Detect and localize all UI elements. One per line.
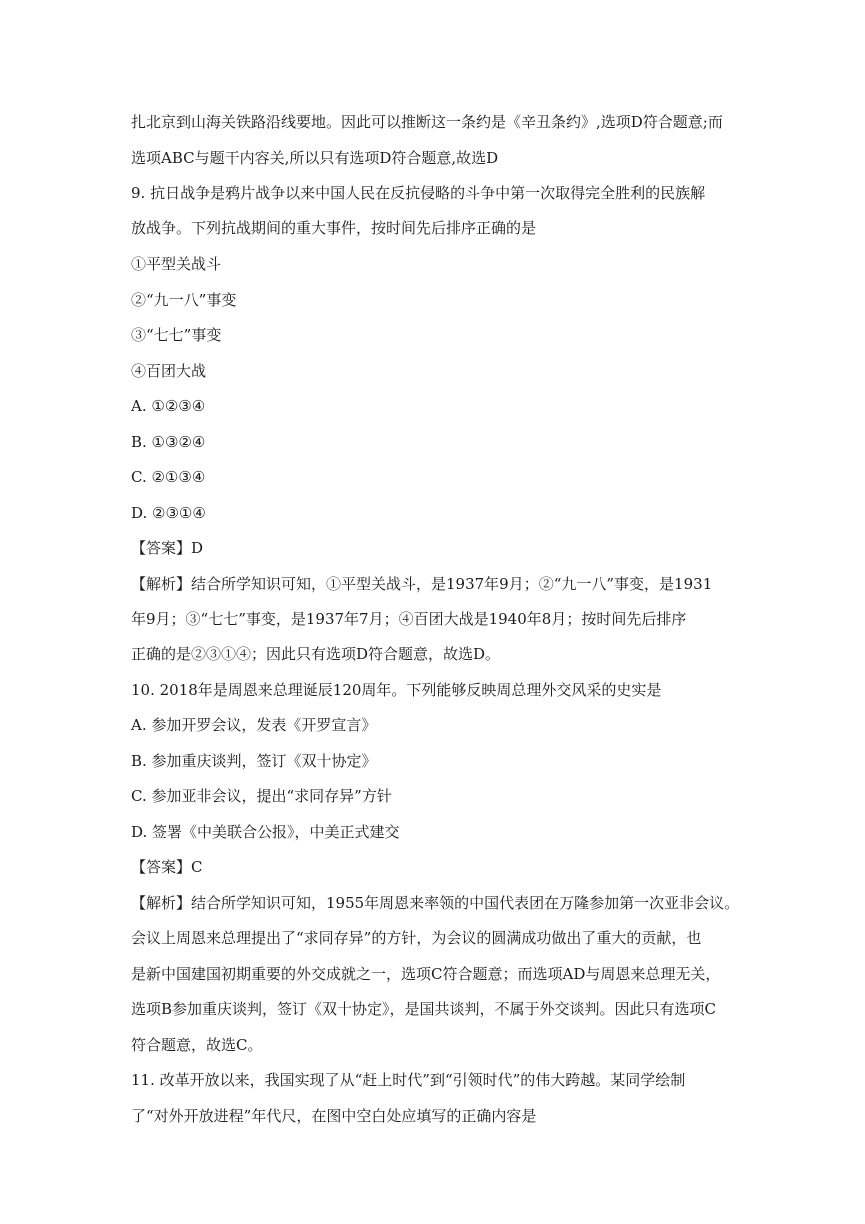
event-item: ④百团大战 [131,362,207,380]
option-a: A. 参加开罗会议，发表《开罗宣言》 [131,716,377,734]
analysis-line: 选项B参加重庆谈判，签订《双十协定》，是国共谈判，不属于外交谈判。因此只有选项C [131,1000,717,1018]
analysis-line: 【解析】结合所学知识可知，1955年周恩来率领的中国代表团在万隆参加第一次亚非会议。 [131,894,740,912]
analysis-line: 正确的是②③①④；因此只有选项D符合题意，故选D。 [131,645,501,663]
event-item: ③“七七”事变 [131,326,222,344]
question-10-stem: 10. 2018年是周恩来总理诞辰120周年。下列能够反映周总理外交风采的史实是 [131,681,662,699]
option-b: B. 参加重庆谈判，签订《双十协定》 [131,752,377,770]
analysis-line: 会议上周恩来总理提出了“求同存异”的方针，为会议的圆满成功做出了重大的贡献，也 [131,929,702,947]
option-d: D. 签署《中美联合公报》，中美正式建交 [131,823,400,841]
analysis-line: 年9月；③“七七”事变，是1937年7月；④百团大战是1940年8月；按时间先后排序 [131,610,687,628]
text-line: 放战争。下列抗战期间的重大事件，按时间先后排序正确的是 [131,219,537,237]
text-line: 扎北京到山海关铁路沿线要地。因此可以推断这一条约是《辛丑条约》,选项D符合题意;而 [131,113,723,131]
option-d: D. ②③①④ [131,504,206,522]
answer-line: 【答案】C [131,858,203,876]
question-11-stem: 11. 改革开放以来，我国实现了从“赶上时代”到“引领时代”的伟大跨越。某同学绘制 [131,1071,686,1089]
option-c: C. 参加亚非会议，提出“求同存异”方针 [131,787,392,805]
option-c: C. ②①③④ [131,468,206,486]
analysis-line: 符合题意，故选C。 [131,1036,263,1054]
event-item: ①平型关战斗 [131,255,222,273]
text-line: 了“对外开放进程”年代尺，在图中空白处应填写的正确内容是 [131,1107,537,1125]
option-b: B. ①③②④ [131,433,206,451]
event-item: ②“九一八”事变 [131,291,237,309]
analysis-line: 是新中国建国初期重要的外交成就之一，选项C符合题意；而选项AD与周恩来总理无关， [131,965,721,983]
question-9-stem: 9. 抗日战争是鸦片战争以来中国人民在反抗侵略的斗争中第一次取得完全胜利的民族解 [131,184,706,202]
analysis-line: 【解析】结合所学知识可知，①平型关战斗，是1937年9月；②“九一八”事变，是1931 [131,575,713,593]
text-line: 选项ABC与题干内容关,所以只有选项D符合题意,故选D [131,149,499,167]
option-a: A. ①②③④ [131,397,206,415]
answer-line: 【答案】D [131,539,204,557]
